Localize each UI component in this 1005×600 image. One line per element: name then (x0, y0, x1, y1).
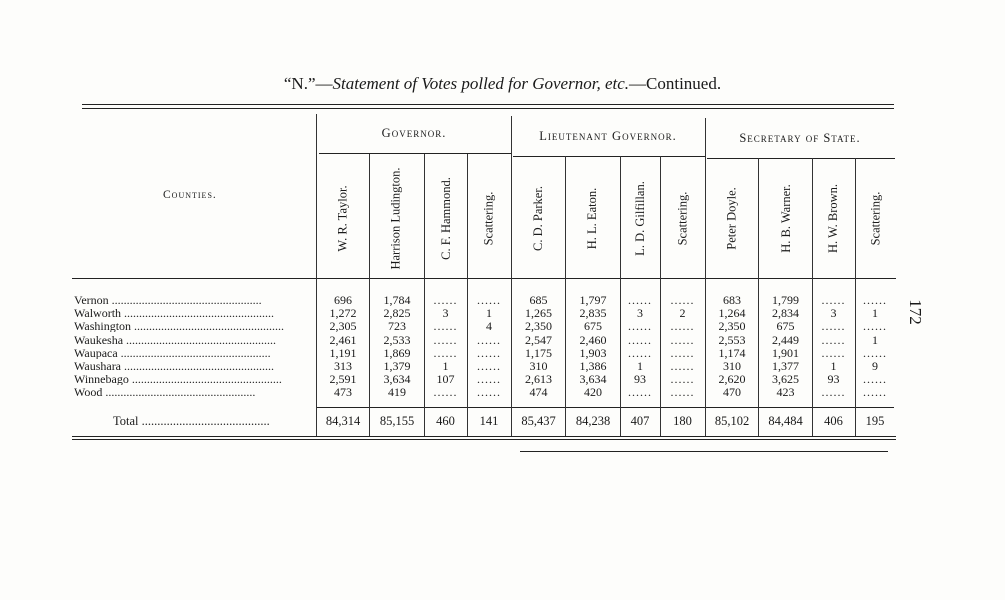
table-cell: 2,305 (329, 319, 357, 334)
column-header-label: H. B. Warner. (778, 183, 793, 253)
group-underline-lieutenant (513, 156, 705, 157)
table-row (0, 320, 1005, 332)
county-name-text: Walworth (74, 307, 122, 320)
table-cell: 2 (679, 306, 686, 321)
bottom-rule-3 (520, 451, 888, 452)
total-cell: 85,102 (714, 414, 750, 428)
table-cell: ...... (477, 293, 501, 307)
table-cell: ...... (433, 345, 458, 360)
table-cell: 419 (388, 385, 406, 400)
bottom-rule-1 (72, 436, 896, 437)
total-label: Total ......................................... (113, 414, 270, 428)
table-cell: 2,620 (718, 372, 746, 387)
table-cell: 3 (637, 306, 643, 321)
table-cell: 1 (872, 306, 878, 321)
table-row (0, 334, 1005, 346)
table-cell: ...... (477, 385, 501, 400)
table-cell: 2,350 (718, 319, 746, 334)
table-cell: ...... (863, 345, 887, 360)
table-cell: ...... (433, 319, 458, 334)
county-name: Waupaca .................................................. (74, 346, 271, 359)
table-cell: 1 (830, 359, 837, 373)
county-name-text: Waupaca (74, 346, 118, 359)
total-cell: 407 (630, 414, 650, 428)
table-cell: ...... (670, 293, 695, 307)
table-cell: 1,386 (579, 359, 607, 373)
table-cell: 1,869 (383, 345, 411, 360)
total-cell: 180 (673, 414, 692, 428)
table-cell: 1 (637, 359, 643, 373)
total-cell: 195 (865, 414, 885, 428)
table-row (0, 294, 1005, 306)
table-cell: 313 (334, 359, 352, 373)
column-header-label: Scattering. (481, 191, 496, 245)
table-cell: 1 (486, 306, 492, 321)
bottom-rule-2 (72, 439, 896, 440)
table-cell: 1,175 (525, 345, 552, 360)
table-cell: 310 (723, 359, 741, 373)
table-cell: 3,625 (772, 372, 799, 387)
table-caption (0, 74, 1005, 94)
table-cell: 2,449 (772, 332, 799, 347)
column-header (706, 158, 758, 278)
table-cell: 2,825 (383, 306, 411, 321)
table-cell: ...... (670, 372, 695, 387)
column-header (760, 158, 812, 278)
table-cell: ...... (670, 319, 695, 334)
column-header-label: Peter Doyle. (724, 186, 739, 250)
table-cell: 675 (776, 319, 795, 334)
table-cell: 1,174 (718, 345, 746, 360)
table-cell: 1,264 (718, 306, 746, 321)
table-cell: ...... (628, 332, 652, 347)
table-cell: ...... (821, 293, 846, 307)
table-cell: ...... (628, 385, 652, 400)
county-name: Washington .................................................. (74, 320, 285, 333)
table-cell: ...... (477, 372, 501, 387)
column-header (512, 158, 564, 278)
table-cell: ...... (477, 359, 501, 373)
page-number: 172 (905, 299, 925, 325)
table-cell: 2,613 (525, 372, 552, 387)
table-cell: 2,834 (772, 306, 799, 321)
column-header-label: C. F. Hammond. (438, 176, 453, 260)
table-cell: 1,901 (772, 345, 799, 360)
table-cell: 1 (442, 359, 449, 373)
column-header (850, 158, 902, 278)
table-cell: ...... (863, 372, 887, 387)
top-rule-2 (82, 108, 894, 109)
table-row (0, 307, 1005, 319)
table-cell: 3 (442, 306, 449, 321)
table-cell: 1,797 (579, 293, 607, 307)
column-header (317, 158, 369, 278)
total-cell: 84,484 (768, 414, 803, 428)
table-cell: 473 (334, 385, 352, 400)
table-cell: ...... (670, 345, 695, 360)
county-name-text: Waukesha (74, 333, 124, 346)
table-cell: ...... (670, 385, 695, 400)
group-underline-governor (319, 153, 511, 154)
table-cell: ...... (863, 385, 887, 400)
table-row (0, 373, 1005, 385)
table-cell: 1,799 (772, 293, 799, 307)
table-cell: 4 (486, 319, 492, 334)
table-cell: ...... (670, 332, 695, 347)
table-cell: ...... (863, 319, 887, 334)
table-cell: 696 (334, 293, 352, 307)
table-cell: 93 (827, 372, 840, 387)
county-name-text: Winnebago (74, 373, 129, 386)
county-name: Winnebago .................................................. (74, 373, 282, 386)
total-cell: 406 (824, 414, 843, 428)
county-name-text: Wood (74, 386, 103, 399)
column-header-label: H. L. Eaton. (585, 187, 600, 249)
table-cell: ...... (628, 293, 652, 307)
county-name: Wood .................................................. (74, 386, 256, 399)
table-cell: 1,903 (579, 345, 607, 360)
table-cell: ...... (433, 385, 458, 400)
county-name: Waukesha .................................................. (74, 333, 277, 346)
table-cell: 1,784 (383, 293, 411, 307)
table-cell: 2,547 (525, 332, 552, 347)
table-cell: 420 (584, 385, 602, 400)
total-cell: 85,437 (521, 414, 556, 428)
column-header-label: Scattering. (868, 191, 883, 245)
table-cell: ...... (821, 385, 846, 400)
total-cell: 84,238 (575, 414, 611, 428)
table-cell: 2,591 (329, 372, 357, 387)
table-cell: ...... (628, 319, 652, 334)
county-name: Waushara .................................................. (74, 360, 275, 372)
table-cell: ...... (433, 293, 458, 307)
group-header-lieutenant-governor: Lieutenant Governor. (539, 129, 677, 143)
counties-header: Counties. (163, 189, 217, 201)
caption-suffix: —Continued. (629, 74, 722, 93)
table-cell: 423 (776, 385, 795, 400)
total-row (0, 414, 1005, 428)
table-cell: ...... (628, 345, 652, 360)
table-cell: 675 (584, 319, 602, 334)
column-header (657, 158, 709, 278)
county-name: Walworth .................................................. (74, 307, 275, 320)
table-cell: 2,553 (718, 332, 746, 347)
table-cell: 2,461 (329, 332, 357, 347)
subtotal-rule (316, 407, 894, 408)
column-header (370, 158, 422, 278)
total-cell: 141 (479, 414, 499, 428)
total-cell: 84,314 (325, 414, 361, 428)
table-cell: 3 (830, 306, 837, 321)
column-header-label: L. D. Gilfillan. (632, 180, 647, 256)
table-row (0, 386, 1005, 398)
table-cell: ...... (477, 345, 501, 360)
total-cell: 460 (436, 414, 455, 428)
group-header-governor: Governor. (381, 126, 447, 140)
table-cell: 685 (529, 293, 548, 307)
table-cell: 2,460 (579, 332, 607, 347)
table-cell: 723 (388, 319, 406, 334)
table-cell: 1,265 (525, 306, 552, 321)
table-cell: 3,634 (579, 372, 607, 387)
table-cell: ...... (433, 332, 458, 347)
column-header (463, 158, 515, 278)
table-cell: 3,634 (383, 372, 411, 387)
column-header-label: H. W. Brown. (826, 183, 841, 253)
table-cell: 470 (723, 385, 741, 400)
caption-prefix: “N.”— (283, 74, 333, 93)
county-name-text: Waushara (74, 360, 122, 372)
table-cell: 9 (872, 359, 878, 373)
county-name: Vernon .................................................. (74, 294, 262, 306)
county-name-text: Washington (74, 320, 132, 333)
column-header-label: Harrison Ludington. (388, 166, 403, 270)
table-cell: 1 (872, 332, 878, 347)
column-header-label: W. R. Taylor. (335, 184, 350, 252)
column-header (567, 158, 619, 278)
table-cell: 2,835 (579, 306, 607, 321)
table-cell: ...... (821, 332, 846, 347)
table-cell: 310 (529, 359, 548, 373)
table-cell: 93 (634, 372, 646, 387)
total-label-text: Total (113, 414, 139, 428)
table-cell: 1,377 (772, 359, 799, 373)
table-cell: ...... (821, 345, 846, 360)
table-cell: ...... (821, 319, 846, 334)
table-row (0, 347, 1005, 359)
top-rule-1 (82, 104, 894, 105)
table-cell: ...... (670, 359, 695, 373)
header-bottom-rule (72, 278, 896, 279)
table-cell: 2,533 (383, 332, 411, 347)
table-cell: 107 (436, 372, 455, 387)
county-name-text: Vernon (74, 294, 109, 306)
table-cell: 474 (529, 385, 548, 400)
column-header-label: C. D. Parker. (530, 185, 545, 251)
table-cell: ...... (477, 332, 501, 347)
total-cell: 85,155 (379, 414, 415, 428)
table-cell: 1,272 (329, 306, 357, 321)
table-row (0, 360, 1005, 372)
table-cell: 1,191 (329, 345, 357, 360)
column-header-label: Scattering. (675, 191, 690, 245)
table-cell: 683 (723, 293, 741, 307)
group-header-secretary-of-state: Secretary of State. (739, 131, 861, 145)
table-cell: 1,379 (383, 359, 411, 373)
caption-title: Statement of Votes polled for Governor, etc. (332, 74, 630, 93)
table-cell: 2,350 (525, 319, 552, 334)
table-cell: ...... (863, 293, 887, 307)
